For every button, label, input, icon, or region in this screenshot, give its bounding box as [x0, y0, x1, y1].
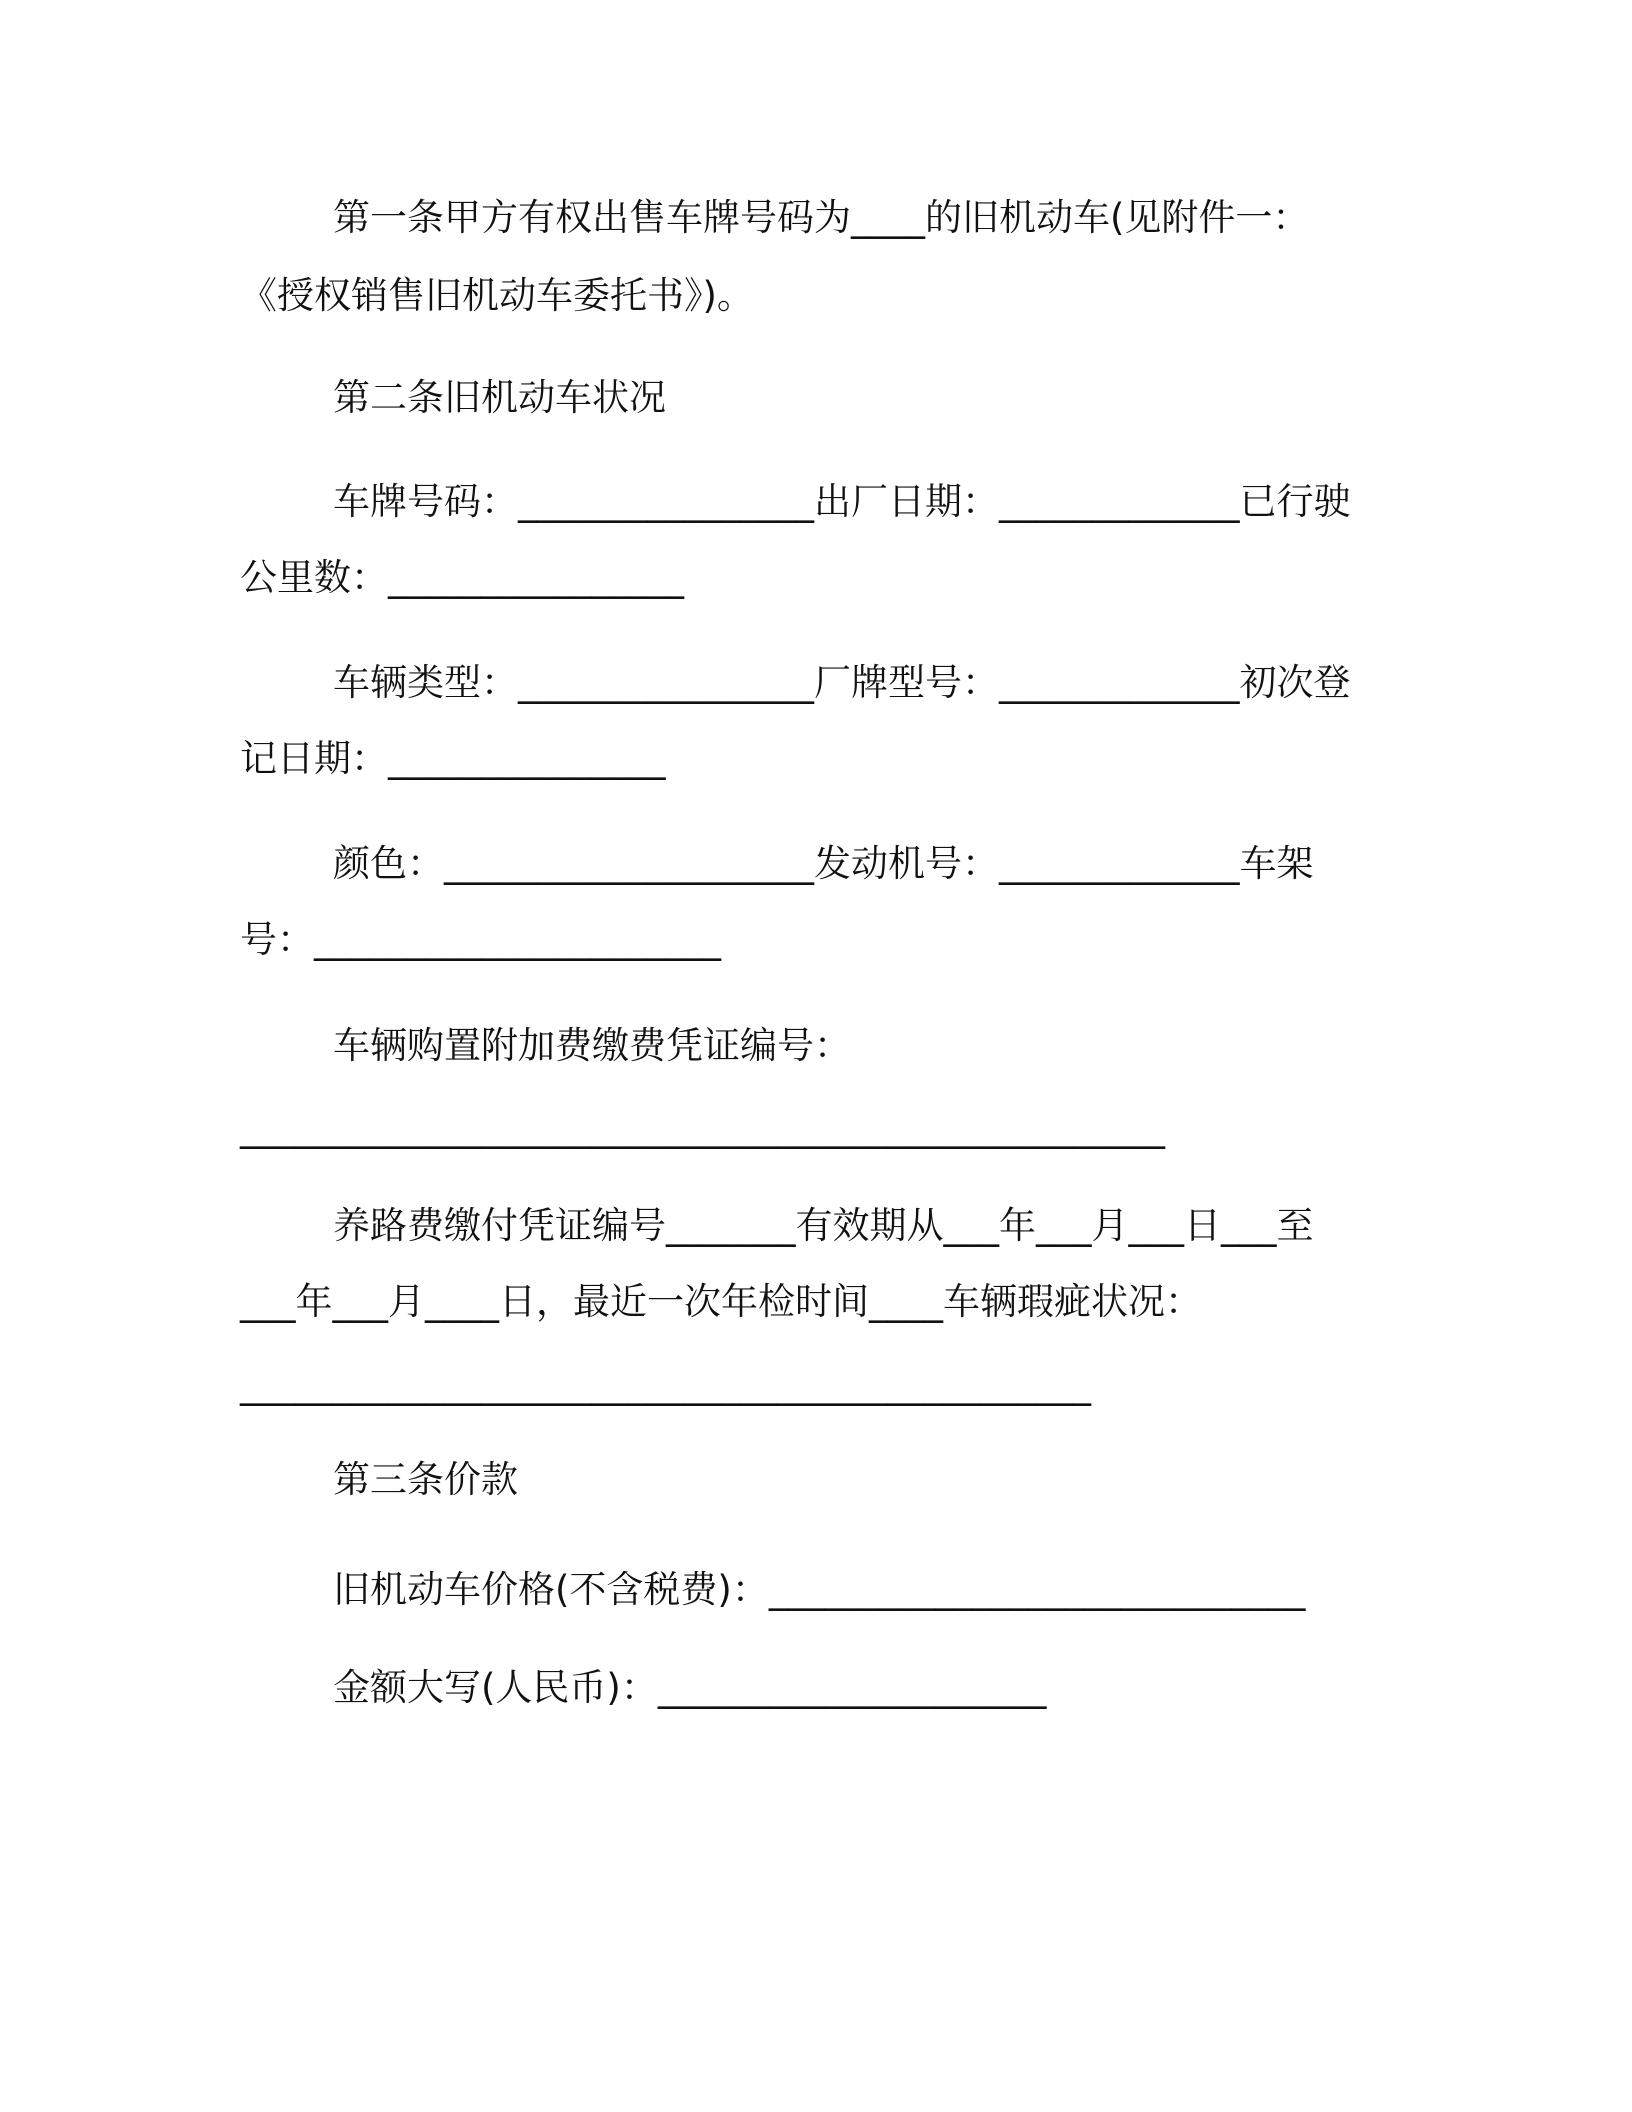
article-3-heading: 第三条价款 — [333, 1458, 518, 1501]
article-1-line-1: 第一条甲方有权出售车牌号码为____的旧机动车(见附件一： — [333, 196, 1310, 239]
vehicle-type-model-line: 车辆类型：________________厂牌型号：_____________初次登 — [333, 661, 1351, 704]
article-2-heading: 第二条旧机动车状况 — [333, 376, 666, 419]
defect-blank: ______________________________________________ — [240, 1363, 1091, 1406]
amount-uppercase-line: 金额大写(人民币)：_____________________ — [333, 1666, 1047, 1709]
vin-line: 号：______________________ — [240, 918, 721, 961]
purchase-fee-label: 车辆购置附加费缴费凭证编号： — [333, 1024, 851, 1067]
price-line: 旧机动车价格(不含税费)：_____________________________ — [333, 1568, 1306, 1611]
color-engine-line: 颜色：____________________发动机号：_____________车架 — [333, 842, 1314, 885]
plate-factory-date-line: 车牌号码：________________出厂日期：_____________已行驶 — [333, 480, 1351, 523]
mileage-line: 公里数：________________ — [240, 556, 684, 599]
road-fee-line-1: 养路费缴付凭证编号_______有效期从___年___月___日___至 — [333, 1204, 1314, 1247]
article-1-line-2: 《授权销售旧机动车委托书》)。 — [240, 274, 754, 317]
purchase-fee-blank: __________________________________________________ — [240, 1106, 1165, 1149]
road-fee-line-2: ___年___月____日，最近一次年检时间____车辆瑕疵状况： — [240, 1280, 1202, 1323]
registration-date-line: 记日期：_______________ — [240, 737, 666, 780]
